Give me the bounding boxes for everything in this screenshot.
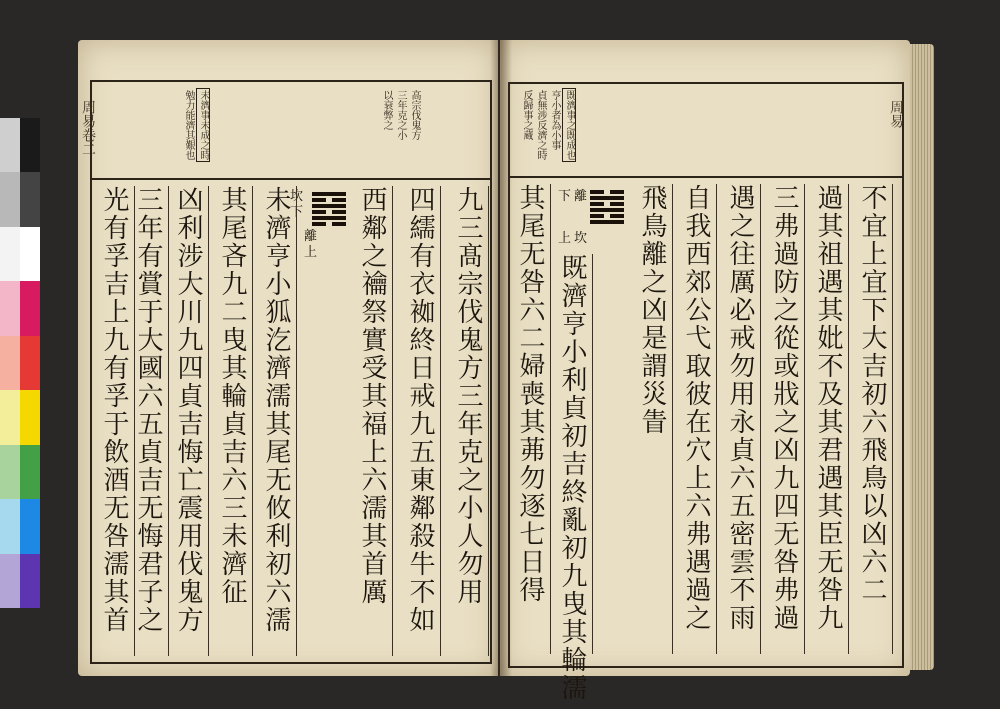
color-swatch bbox=[0, 227, 40, 281]
head-note-boxed: 未濟事未成之時 bbox=[198, 90, 209, 160]
head-note-boxed: 既濟事之既成也 bbox=[564, 90, 575, 160]
text-column: 未濟亨小狐汔濟濡其尾无攸利初六濡 bbox=[256, 186, 297, 656]
trigram-label: 坎 bbox=[574, 231, 588, 246]
head-note: 高宗伐鬼方 bbox=[409, 90, 420, 140]
trigram-label: 上 bbox=[558, 231, 572, 246]
text-column: 遇之往厲必戒勿用永貞六五密雲不雨 bbox=[720, 184, 761, 654]
color-swatch bbox=[0, 554, 40, 608]
text-column: 九三髙宗伐鬼方三年克之小人勿用 bbox=[448, 186, 489, 656]
color-calibration-card bbox=[0, 118, 40, 608]
text-column: 光有孚吉上九有孚于飲酒无咎濡其首 bbox=[94, 186, 135, 656]
text-column: 飛鳥離之凶是謂災眚 bbox=[632, 184, 673, 654]
text-column: 其尾无咎六二婦喪其茀勿逐七日得 bbox=[510, 184, 551, 654]
solid-line bbox=[590, 196, 624, 200]
text-column: 自我西郊公弋取彼在穴上六弗遇過之 bbox=[676, 184, 717, 654]
page-margin-title: 周易卷二 bbox=[80, 100, 96, 156]
right-header-rule bbox=[508, 176, 902, 178]
solid-line bbox=[590, 220, 624, 224]
head-note: 勉力能濟其艱也 bbox=[183, 90, 194, 160]
trigram-label: 離 bbox=[304, 229, 318, 244]
book-gutter bbox=[490, 40, 512, 676]
trigram-label: 離 bbox=[574, 189, 588, 204]
solid-line bbox=[312, 192, 346, 196]
head-note: 三年克之小 bbox=[395, 90, 406, 140]
trigram-label: 下 bbox=[290, 205, 304, 220]
text-column: 四繻有衣袽終日戒九五東鄰殺牛不如 bbox=[400, 186, 441, 656]
text-column: 凶利涉大川九四貞吉悔亡震用伐鬼方 bbox=[168, 186, 209, 656]
color-swatch bbox=[0, 390, 40, 444]
head-note: 貞無涉反濟之時 bbox=[535, 90, 546, 160]
solid-line bbox=[590, 208, 624, 212]
broken-line bbox=[312, 222, 346, 226]
broken-line bbox=[590, 190, 624, 194]
page-edges bbox=[910, 44, 934, 670]
right-page bbox=[500, 40, 910, 702]
head-note: 反歸事之蔵 bbox=[521, 90, 532, 140]
hexagram-icon bbox=[590, 190, 624, 224]
broken-line bbox=[590, 214, 624, 218]
trigram-label: 坎 bbox=[290, 189, 304, 204]
trigram-label: 下 bbox=[558, 189, 572, 204]
broken-line bbox=[312, 210, 346, 214]
color-swatch bbox=[0, 445, 40, 499]
text-column: 三弗過防之從或戕之凶九四无咎弗過 bbox=[764, 184, 805, 654]
trigram-label: 上 bbox=[304, 245, 318, 260]
solid-line bbox=[312, 216, 346, 220]
color-swatch bbox=[0, 281, 40, 335]
text-column: 既濟亨小利貞初吉終亂初九曳其輪濡 bbox=[552, 254, 593, 654]
text-column: 不宜上宜下大吉初六飛鳥以凶六二 bbox=[852, 184, 893, 654]
text-column: 其尾吝九二曳其輪貞吉六三未濟征 bbox=[212, 186, 253, 656]
hexagram-icon bbox=[312, 192, 346, 226]
broken-line bbox=[312, 198, 346, 202]
color-swatch bbox=[0, 118, 40, 172]
text-column: 三年有賞于大國六五貞吉无悔君子之 bbox=[128, 186, 169, 656]
color-swatch bbox=[0, 499, 40, 553]
left-page bbox=[78, 40, 498, 676]
head-note: 以衰弊之 bbox=[381, 90, 392, 130]
text-column: 西鄰之禴祭實受其福上六濡其首厲 bbox=[352, 186, 393, 656]
broken-line bbox=[590, 202, 624, 206]
color-swatch bbox=[0, 336, 40, 390]
text-column: 過其祖遇其妣不及其君遇其臣无咎九 bbox=[808, 184, 849, 654]
head-note: 亨小者為小事 bbox=[549, 90, 560, 150]
solid-line bbox=[312, 204, 346, 208]
page-margin-title: 周易 bbox=[888, 100, 904, 128]
left-header-rule bbox=[90, 178, 490, 180]
open-book bbox=[78, 40, 934, 702]
color-swatch bbox=[0, 172, 40, 226]
